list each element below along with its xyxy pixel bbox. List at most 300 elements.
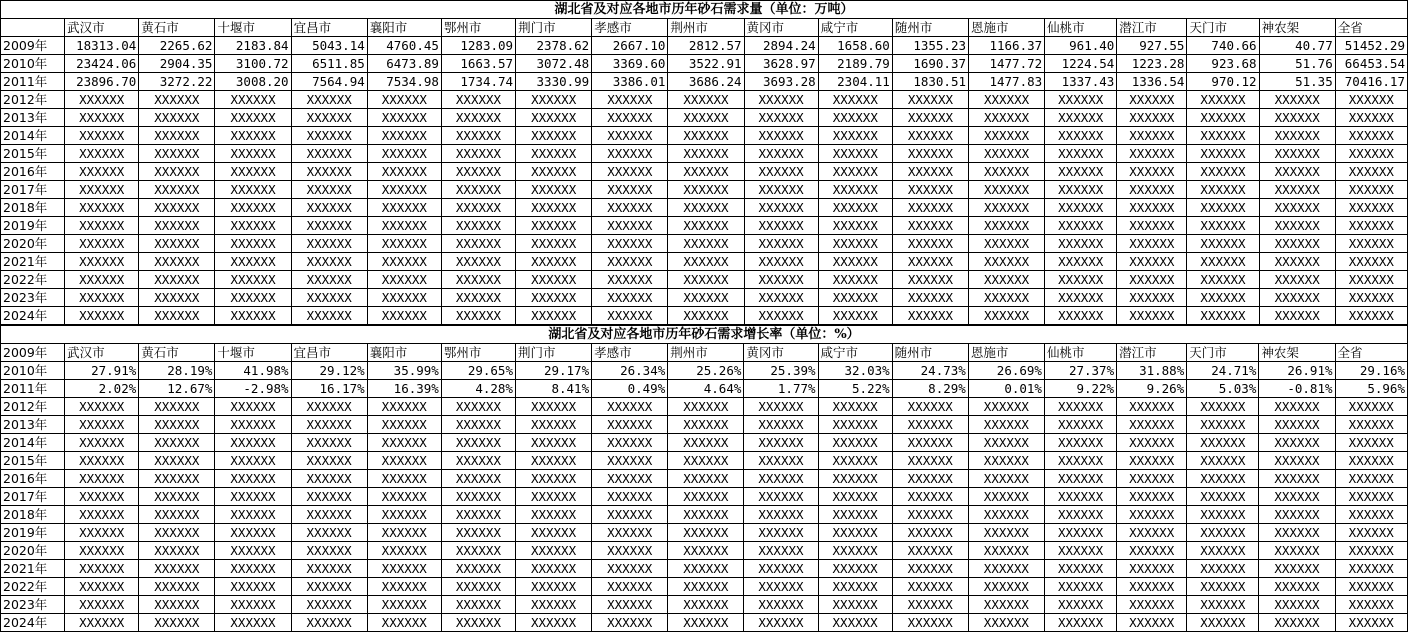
- column-header[interactable]: 随州市: [892, 344, 968, 362]
- data-cell[interactable]: XXXXXX: [1259, 91, 1335, 109]
- t1-title[interactable]: 湖北省及对应各地市历年砂石需求量（单位：万吨）: [1, 1, 1408, 19]
- data-cell[interactable]: XXXXXX: [818, 542, 892, 560]
- row-header-year[interactable]: 2011年: [1, 73, 65, 91]
- data-cell[interactable]: XXXXXX: [441, 145, 515, 163]
- row-header-year[interactable]: 2016年: [1, 470, 65, 488]
- data-cell[interactable]: 2894.24: [744, 37, 818, 55]
- data-cell[interactable]: XXXXXX: [215, 163, 291, 181]
- data-cell[interactable]: XXXXXX: [968, 560, 1044, 578]
- data-cell[interactable]: XXXXXX: [892, 181, 968, 199]
- data-cell[interactable]: XXXXXX: [1044, 434, 1116, 452]
- data-cell[interactable]: XXXXXX: [744, 235, 818, 253]
- data-cell[interactable]: XXXXXX: [441, 542, 515, 560]
- data-cell[interactable]: XXXXXX: [969, 235, 1045, 253]
- data-cell[interactable]: XXXXXX: [1117, 91, 1187, 109]
- data-cell[interactable]: XXXXXX: [441, 163, 515, 181]
- data-cell[interactable]: XXXXXX: [592, 398, 668, 416]
- data-cell[interactable]: 1355.23: [892, 37, 968, 55]
- data-cell[interactable]: XXXXXX: [515, 506, 591, 524]
- column-header[interactable]: 潜江市: [1117, 19, 1187, 37]
- data-cell[interactable]: XXXXXX: [818, 271, 892, 289]
- data-cell[interactable]: XXXXXX: [441, 614, 515, 632]
- data-cell[interactable]: XXXXXX: [291, 452, 367, 470]
- column-header[interactable]: 荆州市: [668, 344, 744, 362]
- data-cell[interactable]: XXXXXX: [515, 434, 591, 452]
- data-cell[interactable]: XXXXXX: [1335, 398, 1408, 416]
- data-cell[interactable]: XXXXXX: [592, 416, 668, 434]
- data-cell[interactable]: XXXXXX: [969, 163, 1045, 181]
- data-cell[interactable]: XXXXXX: [367, 199, 441, 217]
- data-cell[interactable]: XXXXXX: [1044, 560, 1116, 578]
- data-cell[interactable]: XXXXXX: [516, 289, 592, 307]
- data-cell[interactable]: XXXXXX: [367, 109, 441, 127]
- data-cell[interactable]: XXXXXX: [1045, 289, 1117, 307]
- data-cell[interactable]: XXXXXX: [668, 488, 744, 506]
- data-cell[interactable]: XXXXXX: [1187, 614, 1259, 632]
- data-cell[interactable]: XXXXXX: [441, 217, 515, 235]
- data-cell[interactable]: XXXXXX: [65, 289, 139, 307]
- data-cell[interactable]: XXXXXX: [1045, 91, 1117, 109]
- data-cell[interactable]: XXXXXX: [592, 235, 668, 253]
- data-cell[interactable]: XXXXXX: [969, 127, 1045, 145]
- data-cell[interactable]: XXXXXX: [441, 578, 515, 596]
- data-cell[interactable]: XXXXXX: [1259, 217, 1335, 235]
- data-cell[interactable]: XXXXXX: [515, 398, 591, 416]
- data-cell[interactable]: XXXXXX: [65, 524, 139, 542]
- data-cell[interactable]: XXXXXX: [215, 91, 291, 109]
- data-cell[interactable]: XXXXXX: [818, 506, 892, 524]
- data-cell[interactable]: XXXXXX: [1045, 145, 1117, 163]
- data-cell[interactable]: 2265.62: [139, 37, 215, 55]
- data-cell[interactable]: XXXXXX: [818, 199, 892, 217]
- data-cell[interactable]: XXXXXX: [1187, 109, 1259, 127]
- data-cell[interactable]: XXXXXX: [1117, 452, 1187, 470]
- data-cell[interactable]: 5.96%: [1335, 380, 1408, 398]
- row-header-year[interactable]: 2020年: [1, 235, 65, 253]
- data-cell[interactable]: XXXXXX: [367, 560, 441, 578]
- data-cell[interactable]: XXXXXX: [1117, 614, 1187, 632]
- data-cell[interactable]: XXXXXX: [1187, 289, 1259, 307]
- data-cell[interactable]: 29.17%: [515, 362, 591, 380]
- data-cell[interactable]: XXXXXX: [1259, 542, 1335, 560]
- data-cell[interactable]: XXXXXX: [1335, 235, 1407, 253]
- data-cell[interactable]: XXXXXX: [1335, 470, 1408, 488]
- data-cell[interactable]: XXXXXX: [1259, 416, 1335, 434]
- data-cell[interactable]: 40.77: [1259, 37, 1335, 55]
- row-header-year[interactable]: 2016年: [1, 163, 65, 181]
- data-cell[interactable]: XXXXXX: [139, 596, 215, 614]
- data-cell[interactable]: XXXXXX: [744, 289, 818, 307]
- data-cell[interactable]: XXXXXX: [441, 488, 515, 506]
- data-cell[interactable]: XXXXXX: [668, 235, 744, 253]
- data-cell[interactable]: XXXXXX: [1187, 596, 1259, 614]
- corner-cell[interactable]: [1, 19, 65, 37]
- data-cell[interactable]: XXXXXX: [215, 307, 291, 325]
- data-cell[interactable]: XXXXXX: [968, 542, 1044, 560]
- data-cell[interactable]: XXXXXX: [367, 235, 441, 253]
- row-header-year[interactable]: 2023年: [1, 289, 65, 307]
- data-cell[interactable]: 66453.54: [1335, 55, 1407, 73]
- data-cell[interactable]: 9.26%: [1117, 380, 1187, 398]
- data-cell[interactable]: XXXXXX: [818, 235, 892, 253]
- data-cell[interactable]: XXXXXX: [1187, 163, 1259, 181]
- data-cell[interactable]: XXXXXX: [1187, 452, 1259, 470]
- row-header-year[interactable]: 2024年: [1, 614, 65, 632]
- data-cell[interactable]: 3693.28: [744, 73, 818, 91]
- data-cell[interactable]: XXXXXX: [1335, 91, 1407, 109]
- data-cell[interactable]: XXXXXX: [1117, 235, 1187, 253]
- data-cell[interactable]: XXXXXX: [592, 145, 668, 163]
- data-cell[interactable]: XXXXXX: [1117, 434, 1187, 452]
- data-cell[interactable]: XXXXXX: [441, 506, 515, 524]
- data-cell[interactable]: 32.03%: [818, 362, 892, 380]
- data-cell[interactable]: XXXXXX: [139, 524, 215, 542]
- data-cell[interactable]: XXXXXX: [818, 614, 892, 632]
- data-cell[interactable]: XXXXXX: [818, 217, 892, 235]
- data-cell[interactable]: 28.19%: [139, 362, 215, 380]
- column-header[interactable]: 咸宁市: [818, 344, 892, 362]
- data-cell[interactable]: XXXXXX: [592, 91, 668, 109]
- data-cell[interactable]: XXXXXX: [592, 614, 668, 632]
- data-cell[interactable]: XXXXXX: [744, 253, 818, 271]
- data-cell[interactable]: XXXXXX: [515, 560, 591, 578]
- data-cell[interactable]: XXXXXX: [1117, 488, 1187, 506]
- data-cell[interactable]: XXXXXX: [1259, 307, 1335, 325]
- data-cell[interactable]: 1336.54: [1117, 73, 1187, 91]
- data-cell[interactable]: XXXXXX: [65, 271, 139, 289]
- row-header-year[interactable]: 2022年: [1, 271, 65, 289]
- data-cell[interactable]: XXXXXX: [441, 181, 515, 199]
- data-cell[interactable]: XXXXXX: [139, 470, 215, 488]
- data-cell[interactable]: XXXXXX: [515, 578, 591, 596]
- data-cell[interactable]: XXXXXX: [291, 199, 367, 217]
- data-cell[interactable]: XXXXXX: [818, 452, 892, 470]
- column-header[interactable]: 宜昌市: [291, 344, 367, 362]
- data-cell[interactable]: XXXXXX: [592, 307, 668, 325]
- data-cell[interactable]: 26.91%: [1259, 362, 1335, 380]
- data-cell[interactable]: XXXXXX: [1044, 416, 1116, 434]
- data-cell[interactable]: XXXXXX: [892, 452, 968, 470]
- column-header[interactable]: 黄石市: [139, 344, 215, 362]
- data-cell[interactable]: XXXXXX: [744, 307, 818, 325]
- data-cell[interactable]: XXXXXX: [291, 506, 367, 524]
- data-cell[interactable]: XXXXXX: [744, 217, 818, 235]
- data-cell[interactable]: XXXXXX: [668, 524, 744, 542]
- data-cell[interactable]: 3628.97: [744, 55, 818, 73]
- data-cell[interactable]: XXXXXX: [1187, 181, 1259, 199]
- data-cell[interactable]: XXXXXX: [1259, 235, 1335, 253]
- data-cell[interactable]: XXXXXX: [969, 217, 1045, 235]
- data-cell[interactable]: XXXXXX: [892, 217, 968, 235]
- data-cell[interactable]: XXXXXX: [65, 506, 139, 524]
- data-cell[interactable]: XXXXXX: [668, 199, 744, 217]
- data-cell[interactable]: XXXXXX: [215, 524, 291, 542]
- row-header-year[interactable]: 2020年: [1, 542, 65, 560]
- data-cell[interactable]: XXXXXX: [668, 434, 744, 452]
- data-cell[interactable]: XXXXXX: [139, 614, 215, 632]
- data-cell[interactable]: XXXXXX: [215, 506, 291, 524]
- data-cell[interactable]: XXXXXX: [818, 560, 892, 578]
- data-cell[interactable]: XXXXXX: [65, 253, 139, 271]
- data-cell[interactable]: XXXXXX: [668, 145, 744, 163]
- row-header-year[interactable]: 2010年: [1, 55, 65, 73]
- data-cell[interactable]: XXXXXX: [1335, 596, 1408, 614]
- data-cell[interactable]: XXXXXX: [367, 452, 441, 470]
- data-cell[interactable]: XXXXXX: [668, 271, 744, 289]
- data-cell[interactable]: XXXXXX: [441, 452, 515, 470]
- data-cell[interactable]: XXXXXX: [592, 560, 668, 578]
- data-cell[interactable]: XXXXXX: [367, 91, 441, 109]
- data-cell[interactable]: XXXXXX: [818, 434, 892, 452]
- row-header-year[interactable]: 2021年: [1, 253, 65, 271]
- data-cell[interactable]: XXXXXX: [968, 416, 1044, 434]
- data-cell[interactable]: XXXXXX: [1117, 560, 1187, 578]
- data-cell[interactable]: XXXXXX: [215, 127, 291, 145]
- data-cell[interactable]: XXXXXX: [1045, 217, 1117, 235]
- data-cell[interactable]: XXXXXX: [441, 109, 515, 127]
- data-cell[interactable]: XXXXXX: [441, 127, 515, 145]
- data-cell[interactable]: XXXXXX: [367, 578, 441, 596]
- row-header-year[interactable]: 2019年: [1, 217, 65, 235]
- data-cell[interactable]: XXXXXX: [65, 181, 139, 199]
- data-cell[interactable]: XXXXXX: [1335, 199, 1407, 217]
- column-header[interactable]: 黄冈市: [744, 344, 818, 362]
- data-cell[interactable]: XXXXXX: [291, 524, 367, 542]
- data-cell[interactable]: XXXXXX: [592, 217, 668, 235]
- column-header[interactable]: 十堰市: [215, 344, 291, 362]
- data-cell[interactable]: XXXXXX: [441, 235, 515, 253]
- data-cell[interactable]: XXXXXX: [1259, 578, 1335, 596]
- data-cell[interactable]: 4.28%: [441, 380, 515, 398]
- data-cell[interactable]: XXXXXX: [1117, 181, 1187, 199]
- data-cell[interactable]: 1830.51: [892, 73, 968, 91]
- data-cell[interactable]: XXXXXX: [515, 614, 591, 632]
- data-cell[interactable]: XXXXXX: [291, 470, 367, 488]
- data-cell[interactable]: XXXXXX: [1259, 470, 1335, 488]
- data-cell[interactable]: XXXXXX: [291, 271, 367, 289]
- data-cell[interactable]: 6511.85: [291, 55, 367, 73]
- data-cell[interactable]: XXXXXX: [515, 470, 591, 488]
- data-cell[interactable]: 3686.24: [668, 73, 744, 91]
- data-cell[interactable]: XXXXXX: [291, 560, 367, 578]
- data-cell[interactable]: XXXXXX: [1259, 488, 1335, 506]
- data-cell[interactable]: XXXXXX: [1335, 181, 1407, 199]
- data-cell[interactable]: XXXXXX: [592, 524, 668, 542]
- row-header-year[interactable]: 2018年: [1, 199, 65, 217]
- data-cell[interactable]: XXXXXX: [1045, 235, 1117, 253]
- data-cell[interactable]: 4760.45: [367, 37, 441, 55]
- data-cell[interactable]: XXXXXX: [1187, 470, 1259, 488]
- data-cell[interactable]: 1166.37: [969, 37, 1045, 55]
- data-cell[interactable]: XXXXXX: [668, 109, 744, 127]
- data-cell[interactable]: XXXXXX: [215, 578, 291, 596]
- column-header[interactable]: 荆门市: [516, 19, 592, 37]
- data-cell[interactable]: XXXXXX: [1259, 253, 1335, 271]
- data-cell[interactable]: XXXXXX: [215, 217, 291, 235]
- data-cell[interactable]: XXXXXX: [367, 416, 441, 434]
- column-header[interactable]: 神农架: [1259, 19, 1335, 37]
- data-cell[interactable]: XXXXXX: [291, 127, 367, 145]
- data-cell[interactable]: XXXXXX: [592, 596, 668, 614]
- data-cell[interactable]: XXXXXX: [668, 452, 744, 470]
- data-cell[interactable]: XXXXXX: [215, 488, 291, 506]
- data-cell[interactable]: XXXXXX: [1187, 235, 1259, 253]
- data-cell[interactable]: 24.73%: [892, 362, 968, 380]
- data-cell[interactable]: XXXXXX: [1044, 524, 1116, 542]
- data-cell[interactable]: XXXXXX: [818, 145, 892, 163]
- data-cell[interactable]: XXXXXX: [367, 506, 441, 524]
- data-cell[interactable]: 27.37%: [1044, 362, 1116, 380]
- data-cell[interactable]: 70416.17: [1335, 73, 1407, 91]
- data-cell[interactable]: XXXXXX: [367, 470, 441, 488]
- data-cell[interactable]: XXXXXX: [367, 488, 441, 506]
- data-cell[interactable]: XXXXXX: [1335, 524, 1408, 542]
- data-cell[interactable]: XXXXXX: [441, 91, 515, 109]
- data-cell[interactable]: XXXXXX: [668, 596, 744, 614]
- column-header[interactable]: 十堰市: [215, 19, 291, 37]
- data-cell[interactable]: XXXXXX: [1045, 163, 1117, 181]
- data-cell[interactable]: 1658.60: [818, 37, 892, 55]
- data-cell[interactable]: XXXXXX: [215, 398, 291, 416]
- data-cell[interactable]: XXXXXX: [1187, 145, 1259, 163]
- data-cell[interactable]: -2.98%: [215, 380, 291, 398]
- data-cell[interactable]: XXXXXX: [592, 127, 668, 145]
- data-cell[interactable]: XXXXXX: [367, 271, 441, 289]
- data-cell[interactable]: XXXXXX: [139, 560, 215, 578]
- data-cell[interactable]: 5.22%: [818, 380, 892, 398]
- data-cell[interactable]: 3008.20: [215, 73, 291, 91]
- data-cell[interactable]: XXXXXX: [516, 127, 592, 145]
- data-cell[interactable]: 5043.14: [291, 37, 367, 55]
- data-cell[interactable]: XXXXXX: [139, 145, 215, 163]
- column-header[interactable]: 襄阳市: [367, 344, 441, 362]
- data-cell[interactable]: XXXXXX: [969, 109, 1045, 127]
- data-cell[interactable]: 961.40: [1045, 37, 1117, 55]
- data-cell[interactable]: XXXXXX: [818, 253, 892, 271]
- data-cell[interactable]: XXXXXX: [1187, 271, 1259, 289]
- data-cell[interactable]: XXXXXX: [65, 434, 139, 452]
- data-cell[interactable]: XXXXXX: [592, 488, 668, 506]
- data-cell[interactable]: 6473.89: [367, 55, 441, 73]
- data-cell[interactable]: XXXXXX: [744, 416, 818, 434]
- row-header-year[interactable]: 2012年: [1, 398, 65, 416]
- data-cell[interactable]: XXXXXX: [592, 542, 668, 560]
- data-cell[interactable]: XXXXXX: [1335, 614, 1408, 632]
- data-cell[interactable]: XXXXXX: [668, 578, 744, 596]
- data-cell[interactable]: XXXXXX: [592, 470, 668, 488]
- data-cell[interactable]: XXXXXX: [139, 217, 215, 235]
- data-cell[interactable]: 2812.57: [668, 37, 744, 55]
- data-cell[interactable]: XXXXXX: [1044, 596, 1116, 614]
- data-cell[interactable]: XXXXXX: [1117, 524, 1187, 542]
- data-cell[interactable]: 3386.01: [592, 73, 668, 91]
- data-cell[interactable]: XXXXXX: [1187, 199, 1259, 217]
- data-cell[interactable]: XXXXXX: [367, 289, 441, 307]
- data-cell[interactable]: XXXXXX: [892, 596, 968, 614]
- data-cell[interactable]: XXXXXX: [1335, 109, 1407, 127]
- data-cell[interactable]: XXXXXX: [969, 181, 1045, 199]
- data-cell[interactable]: XXXXXX: [516, 181, 592, 199]
- data-cell[interactable]: XXXXXX: [744, 145, 818, 163]
- data-cell[interactable]: XXXXXX: [1117, 199, 1187, 217]
- data-cell[interactable]: XXXXXX: [516, 109, 592, 127]
- data-cell[interactable]: XXXXXX: [139, 163, 215, 181]
- data-cell[interactable]: XXXXXX: [1259, 127, 1335, 145]
- data-cell[interactable]: XXXXXX: [744, 199, 818, 217]
- data-cell[interactable]: XXXXXX: [367, 163, 441, 181]
- data-cell[interactable]: XXXXXX: [1259, 506, 1335, 524]
- data-cell[interactable]: XXXXXX: [1335, 542, 1408, 560]
- data-cell[interactable]: XXXXXX: [744, 91, 818, 109]
- data-cell[interactable]: XXXXXX: [1117, 542, 1187, 560]
- data-cell[interactable]: XXXXXX: [1044, 452, 1116, 470]
- data-cell[interactable]: 927.55: [1117, 37, 1187, 55]
- data-cell[interactable]: 25.26%: [668, 362, 744, 380]
- data-cell[interactable]: XXXXXX: [1335, 253, 1407, 271]
- data-cell[interactable]: XXXXXX: [1187, 398, 1259, 416]
- column-header[interactable]: 仙桃市: [1044, 344, 1116, 362]
- data-cell[interactable]: XXXXXX: [139, 416, 215, 434]
- data-cell[interactable]: XXXXXX: [892, 542, 968, 560]
- data-cell[interactable]: XXXXXX: [65, 416, 139, 434]
- data-cell[interactable]: XXXXXX: [818, 488, 892, 506]
- data-cell[interactable]: XXXXXX: [215, 289, 291, 307]
- data-cell[interactable]: XXXXXX: [968, 614, 1044, 632]
- data-cell[interactable]: XXXXXX: [215, 560, 291, 578]
- data-cell[interactable]: XXXXXX: [65, 307, 139, 325]
- data-cell[interactable]: 4.64%: [668, 380, 744, 398]
- data-cell[interactable]: XXXXXX: [516, 91, 592, 109]
- data-cell[interactable]: XXXXXX: [744, 578, 818, 596]
- data-cell[interactable]: XXXXXX: [291, 307, 367, 325]
- data-cell[interactable]: XXXXXX: [1187, 217, 1259, 235]
- data-cell[interactable]: XXXXXX: [65, 145, 139, 163]
- data-cell[interactable]: XXXXXX: [892, 253, 968, 271]
- data-cell[interactable]: XXXXXX: [139, 289, 215, 307]
- data-cell[interactable]: XXXXXX: [968, 452, 1044, 470]
- data-cell[interactable]: 3272.22: [139, 73, 215, 91]
- data-cell[interactable]: XXXXXX: [441, 560, 515, 578]
- row-header-year[interactable]: 2015年: [1, 145, 65, 163]
- data-cell[interactable]: 3330.99: [516, 73, 592, 91]
- data-cell[interactable]: XXXXXX: [969, 307, 1045, 325]
- data-cell[interactable]: XXXXXX: [744, 109, 818, 127]
- data-cell[interactable]: XXXXXX: [968, 434, 1044, 452]
- data-cell[interactable]: 1477.83: [969, 73, 1045, 91]
- data-cell[interactable]: XXXXXX: [1259, 524, 1335, 542]
- data-cell[interactable]: XXXXXX: [969, 199, 1045, 217]
- data-cell[interactable]: XXXXXX: [1187, 253, 1259, 271]
- data-cell[interactable]: XXXXXX: [668, 416, 744, 434]
- data-cell[interactable]: XXXXXX: [1117, 127, 1187, 145]
- data-cell[interactable]: XXXXXX: [139, 109, 215, 127]
- data-cell[interactable]: XXXXXX: [367, 596, 441, 614]
- column-header[interactable]: 恩施市: [969, 19, 1045, 37]
- row-header-year[interactable]: 2013年: [1, 416, 65, 434]
- data-cell[interactable]: XXXXXX: [291, 289, 367, 307]
- data-cell[interactable]: 27.91%: [65, 362, 139, 380]
- data-cell[interactable]: XXXXXX: [65, 91, 139, 109]
- data-cell[interactable]: 29.65%: [441, 362, 515, 380]
- data-cell[interactable]: XXXXXX: [367, 542, 441, 560]
- data-cell[interactable]: 8.41%: [515, 380, 591, 398]
- data-cell[interactable]: XXXXXX: [892, 506, 968, 524]
- data-cell[interactable]: 35.99%: [367, 362, 441, 380]
- data-cell[interactable]: XXXXXX: [892, 398, 968, 416]
- data-cell[interactable]: XXXXXX: [668, 307, 744, 325]
- data-cell[interactable]: XXXXXX: [291, 91, 367, 109]
- data-cell[interactable]: XXXXXX: [367, 434, 441, 452]
